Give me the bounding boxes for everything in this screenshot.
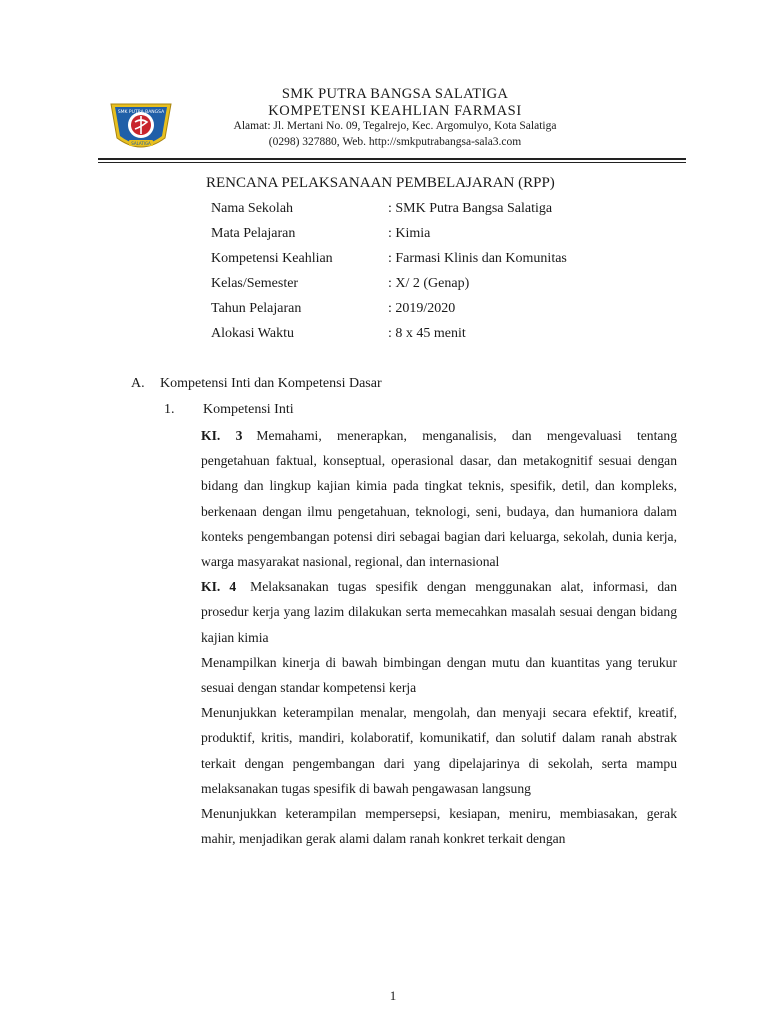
paragraph bbox=[201, 574, 677, 650]
school-logo bbox=[107, 96, 175, 156]
subsection-number: 1. bbox=[164, 402, 175, 417]
ki-code: KI. 3 bbox=[201, 428, 243, 443]
identity-value: : 2019/2020 bbox=[388, 301, 456, 316]
document-title: RENCANA PELAKSANAAN PEMBELAJARAN (RPP) bbox=[206, 175, 555, 191]
identity-label: Alokasi Waktu bbox=[211, 326, 294, 341]
letterhead-rule-thick bbox=[98, 158, 686, 160]
svg-text:SALATIGA: SALATIGA bbox=[131, 141, 151, 146]
identity-label: Tahun Pelajaran bbox=[211, 301, 302, 316]
page-number: 1 bbox=[389, 988, 397, 1003]
paragraph-text: Menunjukkan keterampilan mempersepsi, kesiapan, meniru, membiasakan, gerak mahir, menjadikan gerak alami dalam ranah konkret terkait dengan bbox=[201, 806, 677, 847]
identity-label: Nama Sekolah bbox=[211, 201, 294, 216]
section-title: Kompetensi Inti dan Kompetensi Dasar bbox=[160, 376, 382, 391]
identity-label: Kompetensi Keahlian bbox=[211, 251, 333, 266]
section-letter: A. bbox=[131, 376, 145, 391]
paragraph-text: Melaksanakan tugas spesifik dengan menggunakan alat, informasi, dan prosedur kerja yang lazim dilakukan serta memecahkan masalah sesuai dengan bidang kajian kimia bbox=[201, 579, 677, 645]
svg-text:SMK PUTRA BANGSA: SMK PUTRA BANGSA bbox=[117, 110, 165, 115]
school-address: Alamat: Jl. Mertani No. 09, Tegalrejo, Kec. Argomulyo, Kota Salatiga bbox=[233, 120, 557, 132]
identity-value: : X/ 2 (Genap) bbox=[388, 276, 470, 291]
identity-value: : 8 x 45 menit bbox=[388, 326, 466, 341]
paragraph-text: Memahami, menerapkan, menganalisis, dan mengevaluasi tentang pengetahuan faktual, konseptual, operasional dasar, dan metakognitif sesuai dengan bidang dan lingkup kajian kimia pada tingkat teknis, spesifik, detil, dan kompleks, berkenaan dengan ilmu pengetahuan, teknologi, seni, budaya, dan humaniora dalam konteks pengembangan potensi diri sebagai bagian dari keluarga, sekolah, dunia kerja, warga masyarakat nasional, regional, dan internasional bbox=[201, 428, 677, 570]
paragraph bbox=[201, 801, 677, 851]
body-text bbox=[201, 423, 677, 851]
identity-value: : SMK Putra Bangsa Salatiga bbox=[388, 201, 553, 216]
identity-value: : Farmasi Klinis dan Komunitas bbox=[388, 251, 567, 266]
paragraph bbox=[201, 700, 677, 801]
school-contact: (0298) 327880, Web. http://smkputrabangsa-sala3.com bbox=[268, 136, 522, 148]
paragraph bbox=[201, 650, 677, 700]
identity-label: Mata Pelajaran bbox=[211, 226, 296, 241]
school-name: SMK PUTRA BANGSA SALATIGA bbox=[281, 86, 509, 102]
identity-value: : Kimia bbox=[388, 226, 431, 241]
subsection-title: Kompetensi Inti bbox=[203, 402, 294, 417]
identity-label: Kelas/Semester bbox=[211, 276, 299, 291]
paragraph-text: Menampilkan kinerja di bawah bimbingan dengan mutu dan kuantitas yang terukur sesuai dengan standar kompetensi kerja bbox=[201, 654, 677, 696]
letterhead-rule-thin bbox=[98, 162, 686, 163]
program-name: KOMPETENSI KEAHLIAN FARMASI bbox=[268, 103, 522, 119]
paragraph-text: Menunjukkan keterampilan menalar, mengolah, dan menyaji secara efektif, kreatif, produktif, kritis, mandiri, kolaboratif, komunikatif, dan solutif dalam ranah abstrak terkait dengan pengembangan dari yang dipelajarinya di sekolah, serta mampu melaksanakan tugas spesifik di bawah pengawasan langsung bbox=[201, 705, 677, 796]
ki-code: KI. 4 bbox=[201, 579, 237, 595]
paragraph bbox=[201, 423, 677, 574]
